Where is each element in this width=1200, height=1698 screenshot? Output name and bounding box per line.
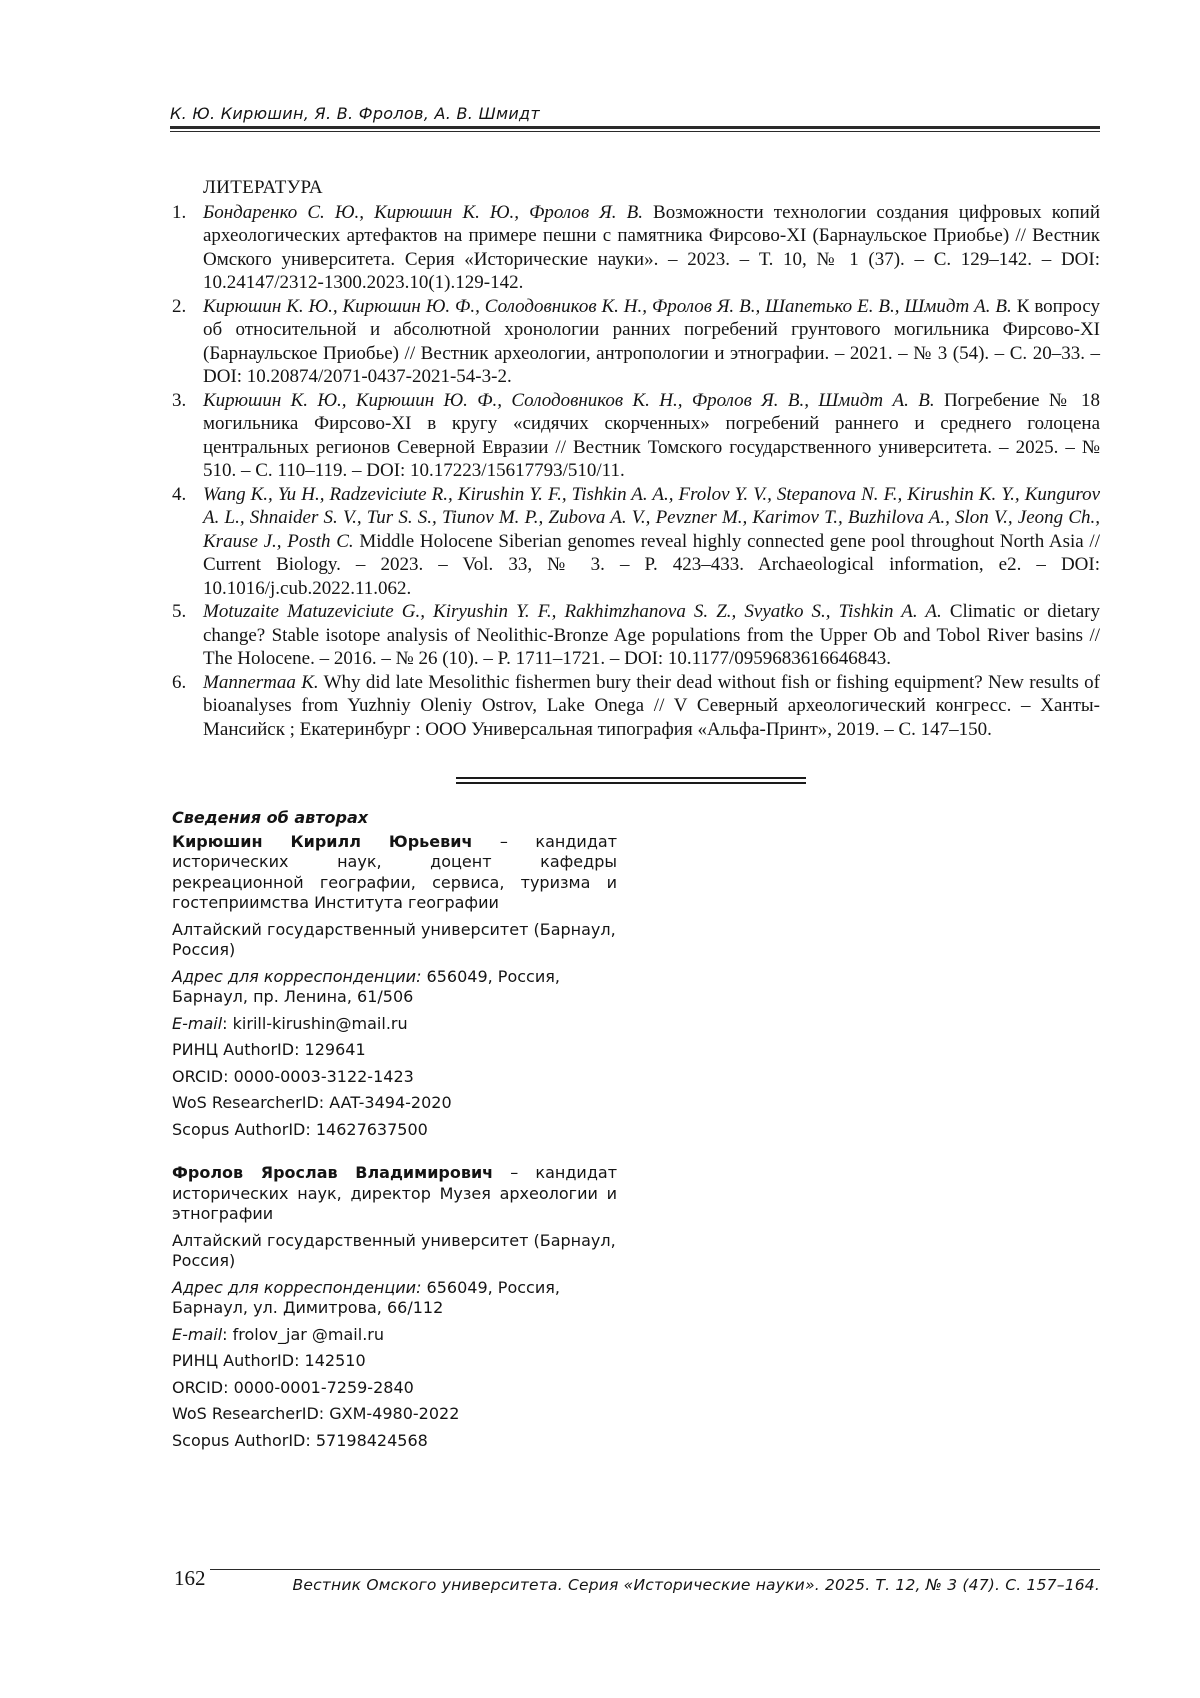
address-value: 656049, Россия, Барнаул, пр. Ленина, 61/506 (172, 966, 560, 1006)
reference-item (172, 201, 1100, 295)
header-rule-thick (170, 126, 1100, 129)
author-address (172, 1278, 617, 1319)
reference-body (203, 201, 1100, 295)
author-scopus-id: Scopus AuthorID: 57198424568 (172, 1430, 428, 1450)
author-name: Кирюшин Кирилл Юрьевич (172, 831, 473, 851)
header-rule-thin (170, 131, 1100, 132)
reference-number: 6. (172, 671, 187, 693)
reference-authors: Motuzaite Matuzeviciute G., Kiryushin Y. F., Rakhimzhanova S. Z., Svyatko S., Tishkin A. A. (203, 601, 942, 622)
reference-number: 2. (172, 295, 187, 317)
reference-number: 3. (172, 389, 187, 411)
email-label: E-mail (172, 1324, 223, 1344)
author-email (172, 1325, 617, 1346)
references-list (172, 201, 1100, 742)
author-orcid: ORCID: 0000-0001-7259-2840 (172, 1377, 414, 1397)
reference-item (172, 671, 1100, 742)
reference-item (172, 483, 1100, 601)
reference-text: Climatic or dietary change? Stable isotope analysis of Neolithic-Bronze Age populations from the Upper Ob and Tobol River basins // The Holocene. – 2016. – № 26 (10). – P. 1711–1721. – DOI: 10.1177/0959683616646843. (203, 601, 1100, 669)
author-affiliation: Алтайский государственный университет (Барнаул, Россия) (172, 1230, 616, 1270)
reference-text: К вопросу об относительной и абсолютной хронологии ранних погребений грунтового могильника Фирсово-XI (Барнаульское Приобье) // Вестник археологии, антропологии и этнографии. – 2021. – № 3 (54). – С. 20–33. – DOI: 10.20874/2071-0437-2021-54-3-2. (203, 295, 1100, 387)
running-head: К. Ю. Кирюшин, Я. В. Фролов, А. В. Шмидт (170, 104, 541, 123)
author-position (172, 1163, 617, 1225)
author-block (172, 832, 617, 1141)
reference-number: 5. (172, 601, 187, 622)
author-wos-id: WoS ResearcherID: GXM-4980-2022 (172, 1404, 460, 1423)
reference-number: 4. (172, 483, 187, 505)
author-name: Фролов Ярослав Владимирович (172, 1163, 494, 1182)
reference-body (203, 600, 1100, 671)
reference-text: Middle Holocene Siberian genomes reveal highly connected gene pool throughout North Asia // Current Biology. – 2023. – Vol. 33, № 3. – P. 423–433. Archaeological information, e2. – DOI: 10.1016/j.cub.2022.11.062. (203, 530, 1100, 599)
author-position-text: – кандидат исторических наук, директор Музея археологии и этнографии (172, 1163, 618, 1223)
footer-journal-citation: Вестник Омского университета. Серия «Исторические науки». 2025. Т. 12, № 3 (47). С. 157–164. (292, 1576, 1100, 1594)
address-label: Адрес для корреспонденции: (172, 1277, 422, 1297)
email-value: : kirill-kirushin@mail.ru (222, 1013, 408, 1033)
reference-body (203, 671, 1100, 742)
author-position (172, 832, 617, 914)
reference-body (203, 295, 1100, 389)
author-scopus-id: Scopus AuthorID: 14627637500 (172, 1119, 428, 1139)
author-rinc-id: РИНЦ AuthorID: 142510 (172, 1351, 366, 1370)
author-rinc-id: РИНЦ AuthorID: 129641 (172, 1040, 366, 1059)
authors-info-section (172, 808, 617, 1457)
reference-item (172, 600, 1100, 671)
author-address (172, 967, 617, 1008)
reference-authors: Бондаренко С. Ю., Кирюшин К. Ю., Фролов Я. В. (203, 201, 643, 223)
reference-text: Возможности технологии создания цифровых копий археологических артефактов на примере пешни с памятника Фирсово-XI (Барнаульское Приобье) // Вестник Омского университета. Серия «Исторические науки». – 2023. – Т. 10, № 1 (37). – С. 129–142. – DOI: 10.24147/2312-1300.2023.10(1).129-142. (203, 201, 1100, 293)
reference-body (203, 389, 1100, 483)
reference-body (203, 483, 1100, 601)
reference-text: Погребение № 18 могильника Фирсово-XI в кругу «сидячих скорченных» погребений раннего и среднего голоцена центральных регионов Северной Евразии // Вестник Томского государственного университета. – 2025. – № 510. – С. 110–119. – DOI: 10.17223/15617793/510/11. (203, 389, 1100, 481)
email-label: E-mail (172, 1013, 223, 1033)
address-value: 656049, Россия, Барнаул, ул. Димитрова, 66/112 (172, 1277, 560, 1317)
author-email (172, 1014, 617, 1035)
reference-authors: Кирюшин К. Ю., Кирюшин Ю. Ф., Солодовников К. Н., Фролов Я. В., Шапетько Е. В., Шмидт А. В. (203, 295, 1012, 317)
reference-authors: Кирюшин К. Ю., Кирюшин Ю. Ф., Солодовников К. Н., Фролов Я. В., Шмидт А. В. (203, 389, 935, 411)
author-orcid: ORCID: 0000-0003-3122-1423 (172, 1066, 414, 1086)
references-heading: ЛИТЕРАТУРА (203, 177, 323, 198)
author-position-text: – кандидат исторических наук, доцент кафедры рекреационной географии, сервиса, туризма и гостеприимства Института географии (172, 831, 618, 912)
reference-authors: Wang K., Yu H., Radzeviciute R., Kirushin Y. F., Tishkin A. A., Frolov Y. V., Stepanova N. F., Kirushin K. Y., Kungurov A. L., Shnaider S. V., Tur S. S., Tiunov M. P., Zubova A. V., Pevzner M., Karimov T., Buzhilova A., Slon V., Jeong Ch., Krause J., Posth C. (203, 483, 1100, 552)
footer-rule (210, 1569, 1100, 1570)
section-separator-line (456, 782, 806, 784)
section-separator-line (456, 777, 806, 779)
email-value: : frolov_jar @mail.ru (222, 1324, 384, 1344)
address-label: Адрес для корреспонденции: (172, 966, 422, 986)
page-number: 162 (174, 1566, 206, 1590)
reference-item (172, 295, 1100, 389)
author-wos-id: WoS ResearcherID: AAT-3494-2020 (172, 1093, 452, 1112)
author-block (172, 1163, 617, 1451)
author-affiliation: Алтайский государственный университет (Барнаул, Россия) (172, 919, 616, 959)
authors-info-title: Сведения об авторах (172, 808, 369, 827)
reference-text: Why did late Mesolithic fishermen bury their dead without fish or fishing equipment? New results of bioanalyses from Yuzhniy Oleniy Ostrov, Lake Onega // V Северный археологический конгресс. – Ханты-Мансийск ; Екатеринбург : ООО Универсальная типография «Альфа-Принт», 2019. – С. 147–150. (203, 671, 1100, 740)
reference-item (172, 389, 1100, 483)
reference-number: 1. (172, 201, 187, 223)
reference-authors: Mannermaa K. (203, 671, 319, 693)
references-section (172, 176, 1100, 741)
